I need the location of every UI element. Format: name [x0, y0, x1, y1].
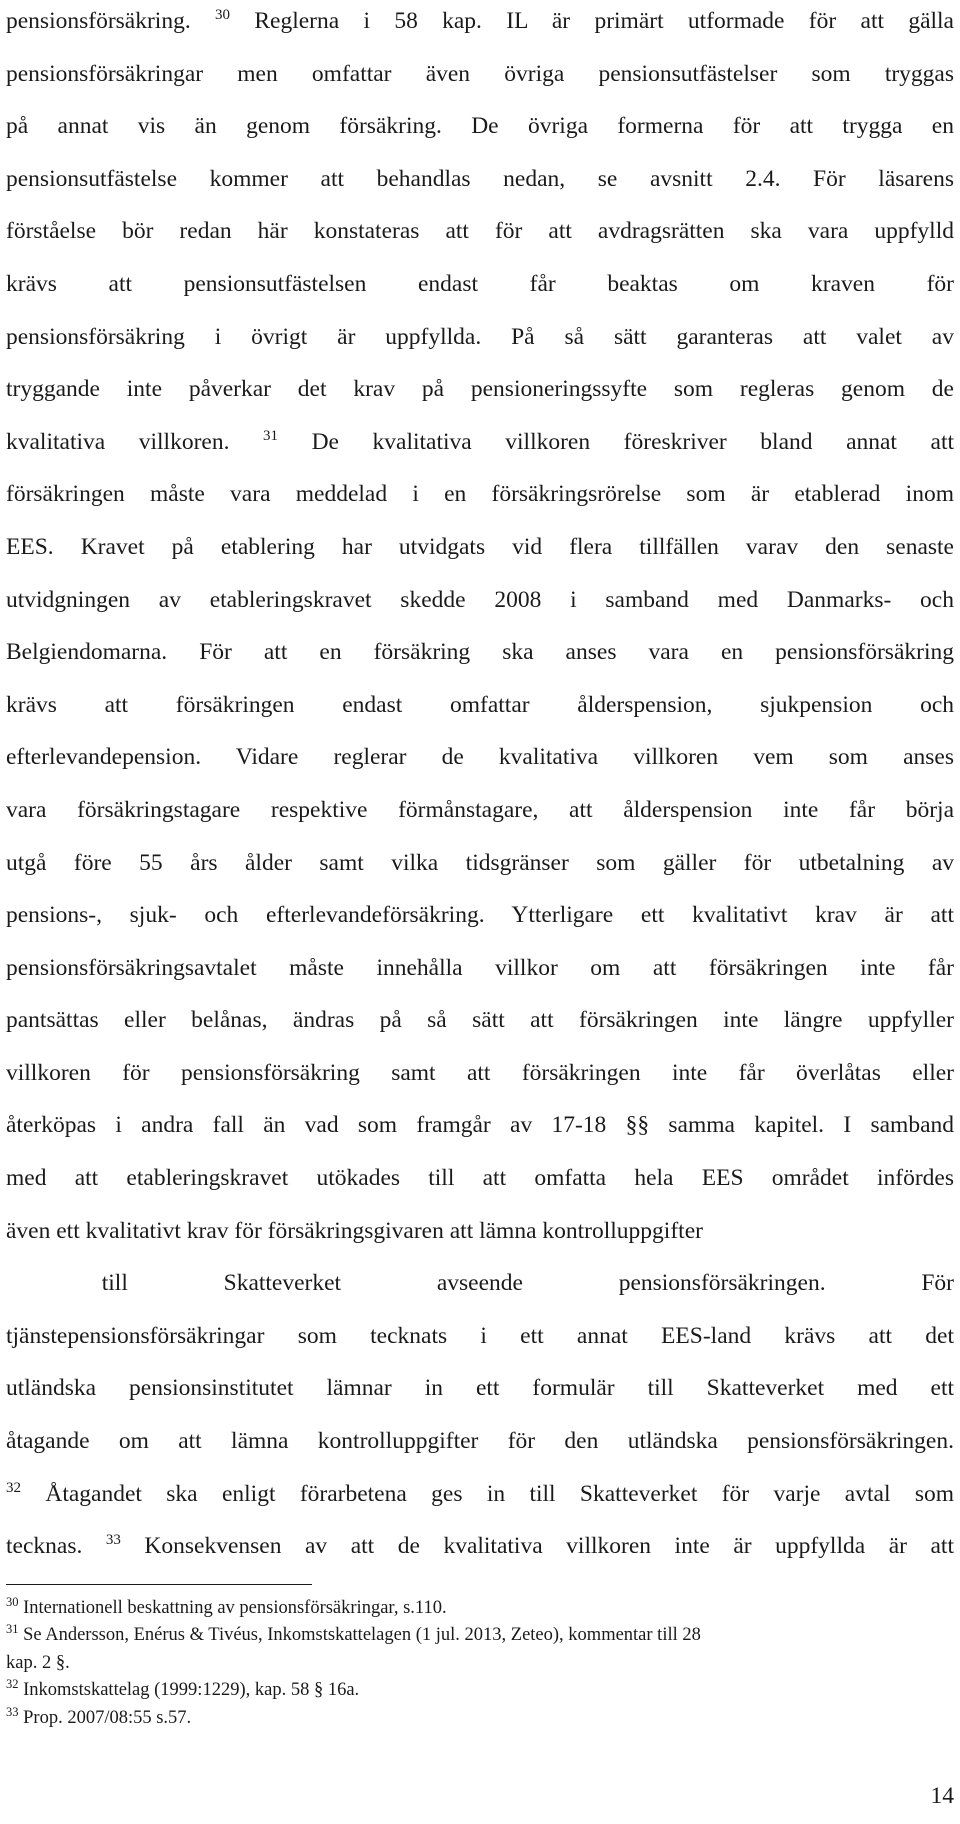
- text-run: åtagande om att lämna kontrolluppgifter för den utländska pensionsförsäkringen.: [6, 1428, 954, 1455]
- text-run: förståelse bör redan här konstateras att för att avdragsrätten ska vara uppfylld: [6, 218, 954, 245]
- body-line: [6, 999, 954, 1052]
- text-run: De kvalitativa villkoren föreskriver bland annat att: [278, 428, 954, 455]
- body-line: [6, 947, 954, 1000]
- body-line: [6, 210, 954, 263]
- text-run: även ett kvalitativt krav för försäkringsgivaren att lämna kontrolluppgifter: [6, 1217, 703, 1244]
- body-line: [6, 736, 954, 789]
- body-line: [6, 526, 954, 579]
- body-line: [6, 1367, 954, 1420]
- body-line: [6, 1104, 954, 1157]
- text-run: Belgiendomarna. För att en försäkring ska anses vara en pensionsförsäkring: [6, 639, 954, 666]
- body-line: [6, 1210, 954, 1263]
- footnote-marker: 32: [6, 1479, 21, 1496]
- text-run: Internationell beskattning av pensionsförsäkringar, s.110.: [18, 1598, 447, 1618]
- text-run: återköpas i andra fall än vad som framgår av 17-18 §§ samma kapitel. I samband: [6, 1112, 954, 1139]
- footnote-marker: 33: [6, 1704, 19, 1719]
- text-run: EES. Kravet på etablering har utvidgats vid flera tillfällen varav den senaste: [6, 533, 954, 560]
- body-line: [6, 1262, 954, 1315]
- text-run: utländska pensionsinstitutet lämnar in ett formulär till Skatteverket med ett: [6, 1375, 954, 1402]
- text-run: pensionsutfästelse kommer att behandlas nedan, se avsnitt 2.4. För läsarens: [6, 165, 954, 192]
- text-run: tecknas.: [6, 1533, 106, 1560]
- body-line: [6, 684, 954, 737]
- body-line: [6, 105, 954, 158]
- text-run: pensionsförsäkring.: [6, 8, 216, 34]
- text-run: utvidgningen av etableringskravet skedde 2008 i samband med Danmarks- och: [6, 586, 954, 613]
- text-run: pensions-, sjuk- och efterlevandeförsäkring. Ytterligare ett kvalitativt krav är att: [6, 902, 954, 929]
- body-line: [6, 1052, 954, 1105]
- text-run: pantsättas eller belånas, ändras på så sätt att försäkringen inte längre uppfyller: [6, 1007, 954, 1034]
- text-run: efterlevandepension. Vidare reglerar de kvalitativa villkoren vem som anses: [6, 744, 954, 771]
- text-run: kap. 2 §.: [6, 1652, 70, 1673]
- text-run: tjänstepensionsförsäkringar som tecknats i ett annat EES-land krävs att det: [6, 1322, 954, 1349]
- body-line: [6, 842, 954, 895]
- footnote-marker: 30: [6, 1595, 19, 1609]
- page-number: 14: [930, 1783, 954, 1809]
- body-line: [6, 1473, 954, 1526]
- text-run: pensionsförsäkring i övrigt är uppfyllda. På så sätt garanteras att valet av: [6, 323, 954, 350]
- text-run: Prop. 2007/08:55 s.57.: [18, 1707, 192, 1728]
- text-run: villkoren för pensionsförsäkring samt att försäkringen inte får överlåtas eller: [6, 1059, 954, 1086]
- footnote-line: [6, 1650, 954, 1677]
- body-line: [6, 1525, 954, 1578]
- text-run: på annat vis än genom försäkring. De övriga formerna för att trygga en: [6, 113, 954, 140]
- text-run: Se Andersson, Enérus & Tivéus, Inkomstskattelagen (1 jul. 2013, Zeteo), kommentar till 28: [18, 1625, 701, 1646]
- footnote-separator: [6, 1584, 312, 1585]
- footnote-line: [6, 1677, 954, 1704]
- text-run: vara försäkringstagare respektive förmånstagare, att ålderspension inte får börja: [6, 796, 954, 823]
- body-line: [6, 1420, 954, 1473]
- body-line: [6, 158, 954, 211]
- body-line: [6, 631, 954, 684]
- body-line: [6, 316, 954, 369]
- text-run: utgå före 55 års ålder samt vilka tidsgränser som gäller för utbetalning av: [6, 849, 954, 876]
- body-line: [6, 579, 954, 632]
- text-run: med att etableringskravet utökades till att omfatta hela EES området infördes: [6, 1165, 954, 1192]
- body-line: [6, 263, 954, 316]
- footnote-line: [6, 1622, 954, 1649]
- footnote-marker: 33: [105, 1532, 121, 1549]
- footnote-marker: 31: [6, 1622, 19, 1637]
- body-line: [6, 368, 954, 421]
- text-run: Åtagandet ska enligt förarbetena ges in till Skatteverket för varje avtal som: [21, 1480, 954, 1507]
- text-run: pensionsförsäkringar men omfattar även övriga pensionsutfästelser som tryggas: [6, 60, 954, 87]
- text-run: Konsekvensen av att de kvalitativa villkoren inte är uppfyllda är att: [120, 1533, 954, 1560]
- body-text: [6, 0, 954, 1578]
- footnote-marker: 30: [215, 7, 231, 23]
- text-run: kvalitativa villkoren.: [6, 428, 264, 455]
- text-run: krävs att pensionsutfästelsen endast får beaktas om kraven för: [6, 270, 954, 297]
- footnote-line: [6, 1595, 954, 1622]
- text-run: Reglerna i 58 kap. IL är primärt utformade för att gälla: [230, 8, 954, 34]
- footnote-line: [6, 1705, 954, 1732]
- body-line: [6, 894, 954, 947]
- footnote-marker: 31: [263, 427, 279, 444]
- body-line: [6, 473, 954, 526]
- footnote-marker: 32: [6, 1677, 19, 1692]
- text-run: försäkringen måste vara meddelad i en försäkringsrörelse som är etablerad inom: [6, 481, 954, 508]
- text-run: Inkomstskattelag (1999:1229), kap. 58 § 16a.: [18, 1680, 360, 1701]
- text-run: till Skatteverket avseende pensionsförsäkringen. För: [6, 1270, 954, 1297]
- footnotes: [6, 1595, 954, 1732]
- body-line: [6, 789, 954, 842]
- text-run: pensionsförsäkringsavtalet måste innehålla villkor om att försäkringen inte får: [6, 954, 954, 981]
- body-line: [6, 53, 954, 106]
- body-line: [6, 1157, 954, 1210]
- body-line: [6, 421, 954, 474]
- text-run: krävs att försäkringen endast omfattar ålderspension, sjukpension och: [6, 691, 954, 718]
- body-line: [6, 0, 954, 53]
- text-run: tryggande inte påverkar det krav på pensioneringssyfte som regleras genom de: [6, 376, 954, 403]
- body-line: [6, 1315, 954, 1368]
